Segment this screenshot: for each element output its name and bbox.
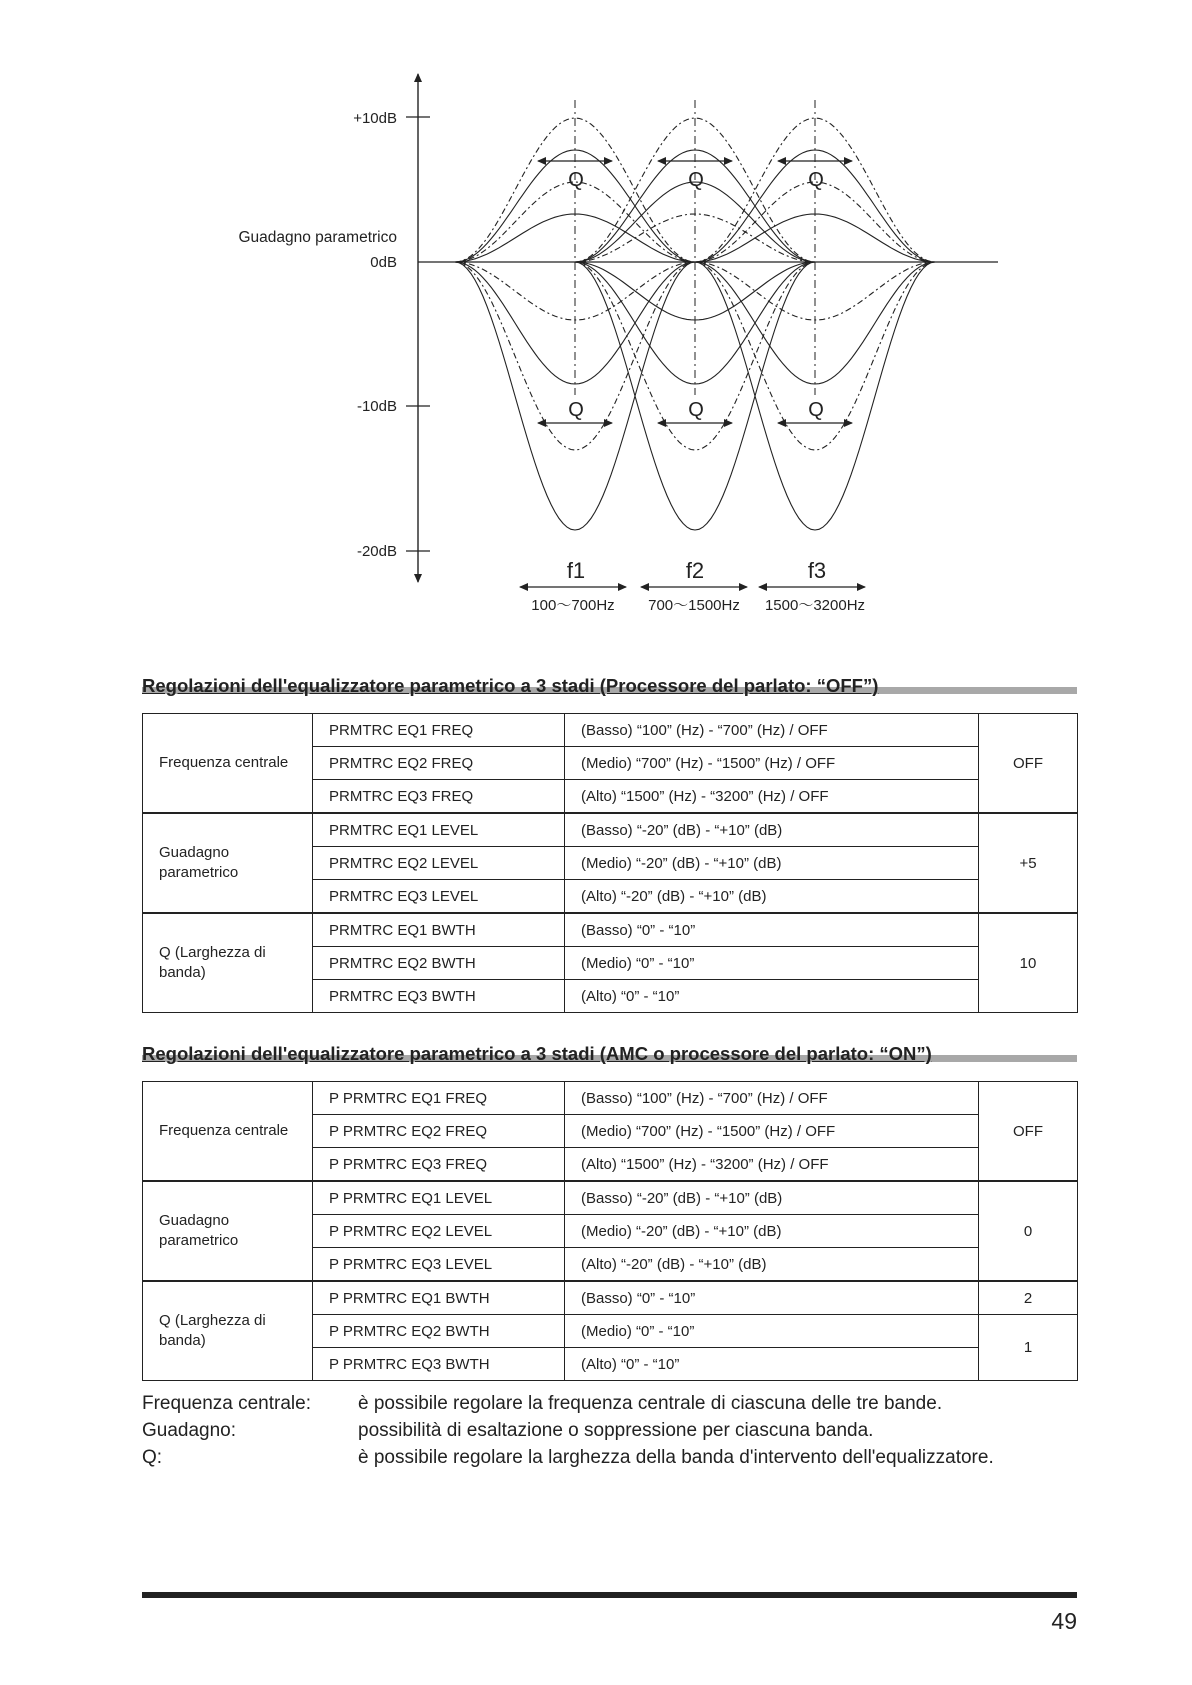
footer-rule <box>142 1592 1077 1598</box>
param-cell: PRMTRC EQ3 BWTH <box>313 980 565 1013</box>
category-cell: Guadagno parametrico <box>143 1181 313 1281</box>
y-tick-label: +10dB <box>353 110 397 127</box>
q-label: Q <box>808 169 824 191</box>
table-row <box>143 813 1078 847</box>
range-cell: (Medio) “0” - “10” <box>565 1315 979 1348</box>
param-cell: P PRMTRC EQ3 LEVEL <box>313 1248 565 1282</box>
param-cell: P PRMTRC EQ2 FREQ <box>313 1115 565 1148</box>
table-off-title: Regolazioni dell'equalizzatore parametrico a 3 stadi (Processore del parlato: “OFF”) <box>142 675 879 696</box>
range-cell: (Medio) “-20” (dB) - “+10” (dB) <box>565 847 979 880</box>
y-tick-label: 0dB <box>370 254 397 271</box>
param-cell: P PRMTRC EQ2 LEVEL <box>313 1215 565 1248</box>
param-cell: PRMTRC EQ2 BWTH <box>313 947 565 980</box>
param-cell: P PRMTRC EQ3 BWTH <box>313 1348 565 1381</box>
range-cell: (Alto) “0” - “10” <box>565 980 979 1013</box>
q-label: Q <box>688 169 704 191</box>
default-cell: 1 <box>979 1315 1078 1381</box>
table-row <box>143 913 1078 947</box>
param-cell: P PRMTRC EQ2 BWTH <box>313 1315 565 1348</box>
range-cell: (Basso) “-20” (dB) - “+10” (dB) <box>565 813 979 847</box>
range-cell: (Alto) “-20” (dB) - “+10” (dB) <box>565 880 979 914</box>
category-cell: Q (Larghezza di banda) <box>143 913 313 1013</box>
range-cell: (Basso) “0” - “10” <box>565 913 979 947</box>
category-cell: Guadagno parametrico <box>143 813 313 913</box>
param-cell: PRMTRC EQ3 LEVEL <box>313 880 565 914</box>
eq-settings-table-on <box>142 1081 1078 1381</box>
band-range-f2: 700～1500Hz <box>648 597 740 614</box>
range-cell: (Basso) “-20” (dB) - “+10” (dB) <box>565 1181 979 1215</box>
param-cell: PRMTRC EQ2 LEVEL <box>313 847 565 880</box>
q-label: Q <box>688 399 704 421</box>
default-cell: 0 <box>979 1181 1078 1281</box>
table-row <box>143 714 1078 747</box>
param-cell: P PRMTRC EQ1 FREQ <box>313 1082 565 1115</box>
range-cell: (Alto) “-20” (dB) - “+10” (dB) <box>565 1248 979 1282</box>
table-row <box>143 1181 1078 1215</box>
band-range-f1: 100～700Hz <box>531 597 615 614</box>
param-cell: PRMTRC EQ2 FREQ <box>313 747 565 780</box>
q-label: Q <box>568 399 584 421</box>
definitions-list <box>142 1390 994 1471</box>
param-cell: PRMTRC EQ3 FREQ <box>313 780 565 814</box>
definition-text: possibilità di esaltazione o soppressione per ciascuna banda. <box>358 1420 874 1441</box>
q-label: Q <box>568 169 584 191</box>
param-cell: P PRMTRC EQ1 LEVEL <box>313 1181 565 1215</box>
param-cell: PRMTRC EQ1 BWTH <box>313 913 565 947</box>
category-cell: Q (Larghezza di banda) <box>143 1281 313 1381</box>
param-cell: PRMTRC EQ1 FREQ <box>313 714 565 747</box>
q-label: Q <box>808 399 824 421</box>
default-cell: +5 <box>979 813 1078 913</box>
range-cell: (Medio) “700” (Hz) - “1500” (Hz) / OFF <box>565 1115 979 1148</box>
range-cell: (Alto) “0” - “10” <box>565 1348 979 1381</box>
band-range-f3: 1500～3200Hz <box>764 597 866 614</box>
definition-term: Q: <box>142 1447 163 1468</box>
range-cell: (Medio) “0” - “10” <box>565 947 979 980</box>
table-row <box>143 1281 1078 1315</box>
definition-term: Guadagno: <box>142 1420 237 1441</box>
definition-item <box>142 1444 994 1471</box>
table-row <box>143 1082 1078 1115</box>
y-tick-label: -20dB <box>356 543 397 560</box>
default-cell: OFF <box>979 1082 1078 1182</box>
param-cell: P PRMTRC EQ1 BWTH <box>313 1281 565 1315</box>
band-name-f3: f3 <box>807 558 827 583</box>
page-number: 49 <box>1051 1608 1077 1634</box>
default-cell: 10 <box>979 913 1078 1013</box>
range-cell: (Basso) “100” (Hz) - “700” (Hz) / OFF <box>565 1082 979 1115</box>
range-cell: (Alto) “1500” (Hz) - “3200” (Hz) / OFF <box>565 1148 979 1182</box>
category-cell: Frequenza centrale <box>143 1082 313 1182</box>
y-axis-title: Guadagno parametrico <box>238 229 397 246</box>
table-on-title: Regolazioni dell'equalizzatore parametrico a 3 stadi (AMC o processore del parlato: “ON”) <box>142 1043 932 1064</box>
definition-item <box>142 1390 994 1417</box>
default-cell: OFF <box>979 714 1078 814</box>
definition-text: è possibile regolare la larghezza della banda d'intervento dell'equalizzatore. <box>358 1447 994 1468</box>
definition-term: Frequenza centrale: <box>142 1393 311 1414</box>
category-cell: Frequenza centrale <box>143 714 313 814</box>
band-name-f2: f2 <box>685 558 705 583</box>
y-tick-label: -10dB <box>356 398 397 415</box>
eq-settings-table-off <box>142 713 1078 1013</box>
definition-text: è possibile regolare la frequenza centrale di ciascuna delle tre bande. <box>358 1393 943 1414</box>
eq-response-diagram <box>0 0 1192 640</box>
range-cell: (Alto) “1500” (Hz) - “3200” (Hz) / OFF <box>565 780 979 814</box>
range-cell: (Medio) “-20” (dB) - “+10” (dB) <box>565 1215 979 1248</box>
range-cell: (Basso) “0” - “10” <box>565 1281 979 1315</box>
band-name-f1: f1 <box>566 558 586 583</box>
range-cell: (Basso) “100” (Hz) - “700” (Hz) / OFF <box>565 714 979 747</box>
default-cell: 2 <box>979 1281 1078 1315</box>
param-cell: PRMTRC EQ1 LEVEL <box>313 813 565 847</box>
definition-item <box>142 1417 994 1444</box>
param-cell: P PRMTRC EQ3 FREQ <box>313 1148 565 1182</box>
range-cell: (Medio) “700” (Hz) - “1500” (Hz) / OFF <box>565 747 979 780</box>
